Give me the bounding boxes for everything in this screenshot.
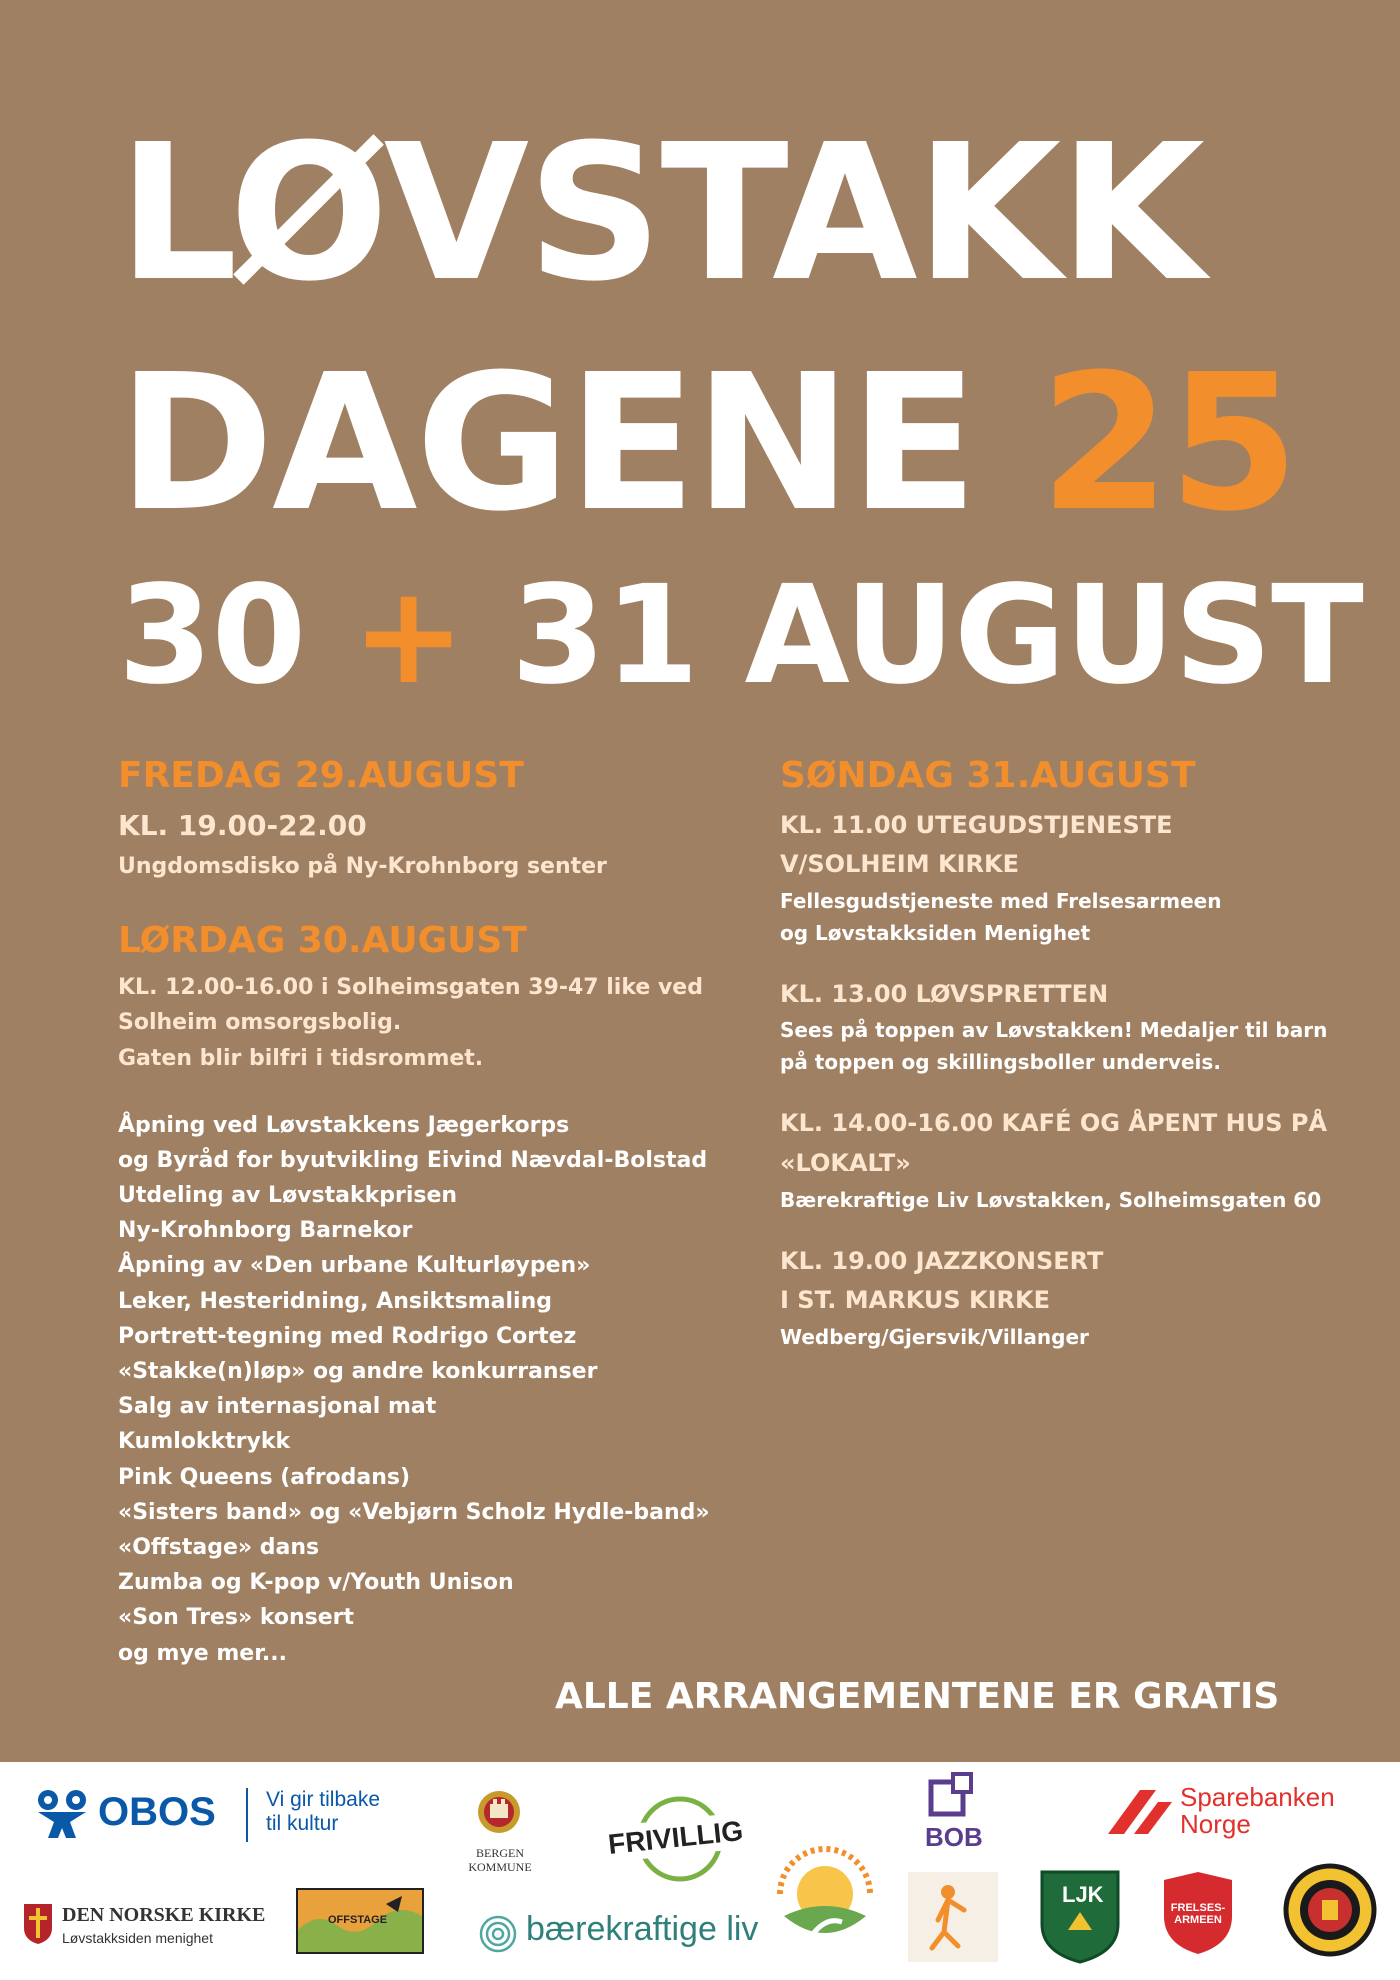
dancer-icon [908,1872,998,1962]
activity-item: «Stakke(n)løp» og andre konkurranser [118,1359,598,1384]
bob-label: BOB [925,1822,983,1852]
event-heading: «LOKALT» [780,1148,911,1177]
activity-item: Salg av internasjonal mat [118,1394,437,1420]
bob-squares-icon [925,1772,985,1822]
event-description: Wedberg/Gjersvik/Villanger [780,1324,1089,1349]
friday-heading: FREDAG 29.AUGUST [118,755,524,796]
saturday-info-line: Solheim omsorgsbolig. [118,1010,402,1036]
sunday-heading: SØNDAG 31.AUGUST [780,755,1196,796]
event-title-line2 [118,334,1298,553]
event-heading: KL. 14.00-16.00 KAFÉ OG ÅPENT HUS PÅ [780,1109,1328,1138]
frivillig-label: FRIVILLIG [606,1815,745,1860]
ljk-label: LJK [1062,1882,1104,1907]
frelsesarmeen-label: FRELSES-ARMEEN [1170,1902,1226,1926]
activity-item: Leker, Hesteridning, Ansiktsmaling [118,1288,552,1314]
event-heading: KL. 13.00 LØVSPRETTEN [780,979,1109,1008]
obos-slogan-line: til kultur [266,1812,339,1836]
sparebanken-label: Norge [1180,1809,1251,1840]
sparebanken-mark-icon [1104,1786,1176,1838]
obos-slogan [266,1788,380,1836]
bergen-label: BERGEN [476,1846,524,1860]
event-description: Bærekraftige Liv Løvstakken, Solheimsgaten 60 [780,1187,1322,1212]
church-shield-icon [22,1902,54,1946]
activity-item: Portrett-tegning med Rodrigo Cortez [118,1323,577,1349]
program-left-column [118,756,758,1671]
solheimsgaten-velforening-logo [770,1846,880,1950]
sun-road-icon [770,1846,880,1950]
program-right-column [780,756,1360,1353]
obos-people-icon [30,1788,94,1840]
event-description: og Løvstakksiden Menighet [780,920,1091,945]
bob-logo [920,1772,990,1852]
friday-time: KL. 19.00-22.00 [118,808,367,842]
sunday-event [780,975,1360,1079]
event-heading: KL. 11.00 UTEGUDSTJENESTE [780,810,1173,839]
event-heading: KL. 19.00 JAZZKONSERT [780,1246,1104,1275]
event-dates [118,557,1363,715]
dnk-subtitle: Løvstakksiden menighet [62,1930,213,1946]
saturday-info [118,970,758,1076]
event-description: på toppen og skillingsboller underveis. [780,1050,1221,1075]
event-title-line1: LØVSTAKK [118,104,1204,323]
saturday-activities [118,1108,758,1671]
ny-krohnborg-logo [1282,1862,1378,1958]
sponsor-footer [0,1762,1400,1980]
frivillig-sentral-logo [600,1794,745,1884]
saturday-info-line: Gaten blir bilfri i tidsrommet. [118,1045,484,1071]
event-heading: I ST. MARKUS KIRKE [780,1286,1051,1315]
baerekraftige-liv-logo [478,1910,758,1960]
activity-item: Utdeling av Løvstakkprisen [118,1183,458,1209]
den-norske-kirke-logo [22,1900,282,1960]
sparebanken-label: Sparebanken [1180,1782,1335,1812]
sparebanken-norge-logo [1104,1782,1364,1842]
dnk-title: DEN NORSKE KIRKE [62,1904,266,1926]
ny-krohnborg-badge-icon [1282,1862,1378,1958]
event-heading: V/SOLHEIM KIRKE [780,850,1019,879]
activity-item: «Son Tres» konsert [118,1605,355,1631]
date-plus: + [351,557,465,715]
bergen-coat-of-arms-icon [477,1786,521,1838]
title-word-dagene: DAGENE [118,334,977,553]
sunday-event [780,1242,1360,1353]
sunday-event [780,806,1360,949]
activity-item: Ny-Krohnborg Barnekor [118,1218,413,1244]
activity-item: og Byråd for byutvikling Eivind Nævdal-Bolstad [118,1147,708,1173]
saturday-info-line: KL. 12.00-16.00 i Solheimsgaten 39-47 like ved [118,975,703,1001]
baerekraftige-label: bærekraftige liv [526,1910,759,1948]
sunday-event [780,1104,1360,1215]
friday-description: Ungdomsdisko på Ny-Krohnborg senter [118,854,607,880]
offstage-logo [296,1888,424,1954]
date-31-august: 31 AUGUST [510,557,1363,715]
frelsesarmeen-logo [1160,1870,1236,1956]
obos-logo [30,1784,400,1844]
free-entry-notice: ALLE ARRANGEMENTENE ER GRATIS [555,1676,1280,1717]
activity-item: Åpning av «Den urbane Kulturløypen» [118,1253,591,1279]
obos-slogan-line: Vi gir tilbake [266,1788,381,1811]
title-year: 25 [1039,334,1298,553]
activity-item: og mye mer... [118,1640,287,1666]
obos-wordmark: OBOS [98,1790,216,1834]
bergen-label: KOMMUNE [468,1860,532,1875]
fingerprint-icon [478,1914,518,1954]
event-description: Sees på toppen av Løvstakken! Medaljer til barn [780,1018,1328,1043]
bergen-kommune-logo [450,1786,550,1896]
activity-item: Åpning ved Løvstakkens Jægerkorps [118,1112,570,1138]
date-30: 30 [118,557,306,715]
activity-item: Kumlokktrykk [118,1429,291,1455]
saturday-heading: LØRDAG 30.AUGUST [118,919,527,961]
activity-item: «Sisters band» og «Vebjørn Scholz Hydle-band» [118,1499,710,1525]
event-description: Fellesgudstjeneste med Frelsesarmeen [780,888,1222,913]
youth-unison-logo [908,1872,998,1962]
offstage-label: OFFSTAGE [328,1914,388,1926]
ljk-logo [1038,1868,1122,1964]
activity-item: Pink Queens (afrodans) [118,1464,411,1490]
activity-item: Zumba og K-pop v/Youth Unison [118,1570,514,1596]
activity-item: «Offstage» dans [118,1534,320,1560]
